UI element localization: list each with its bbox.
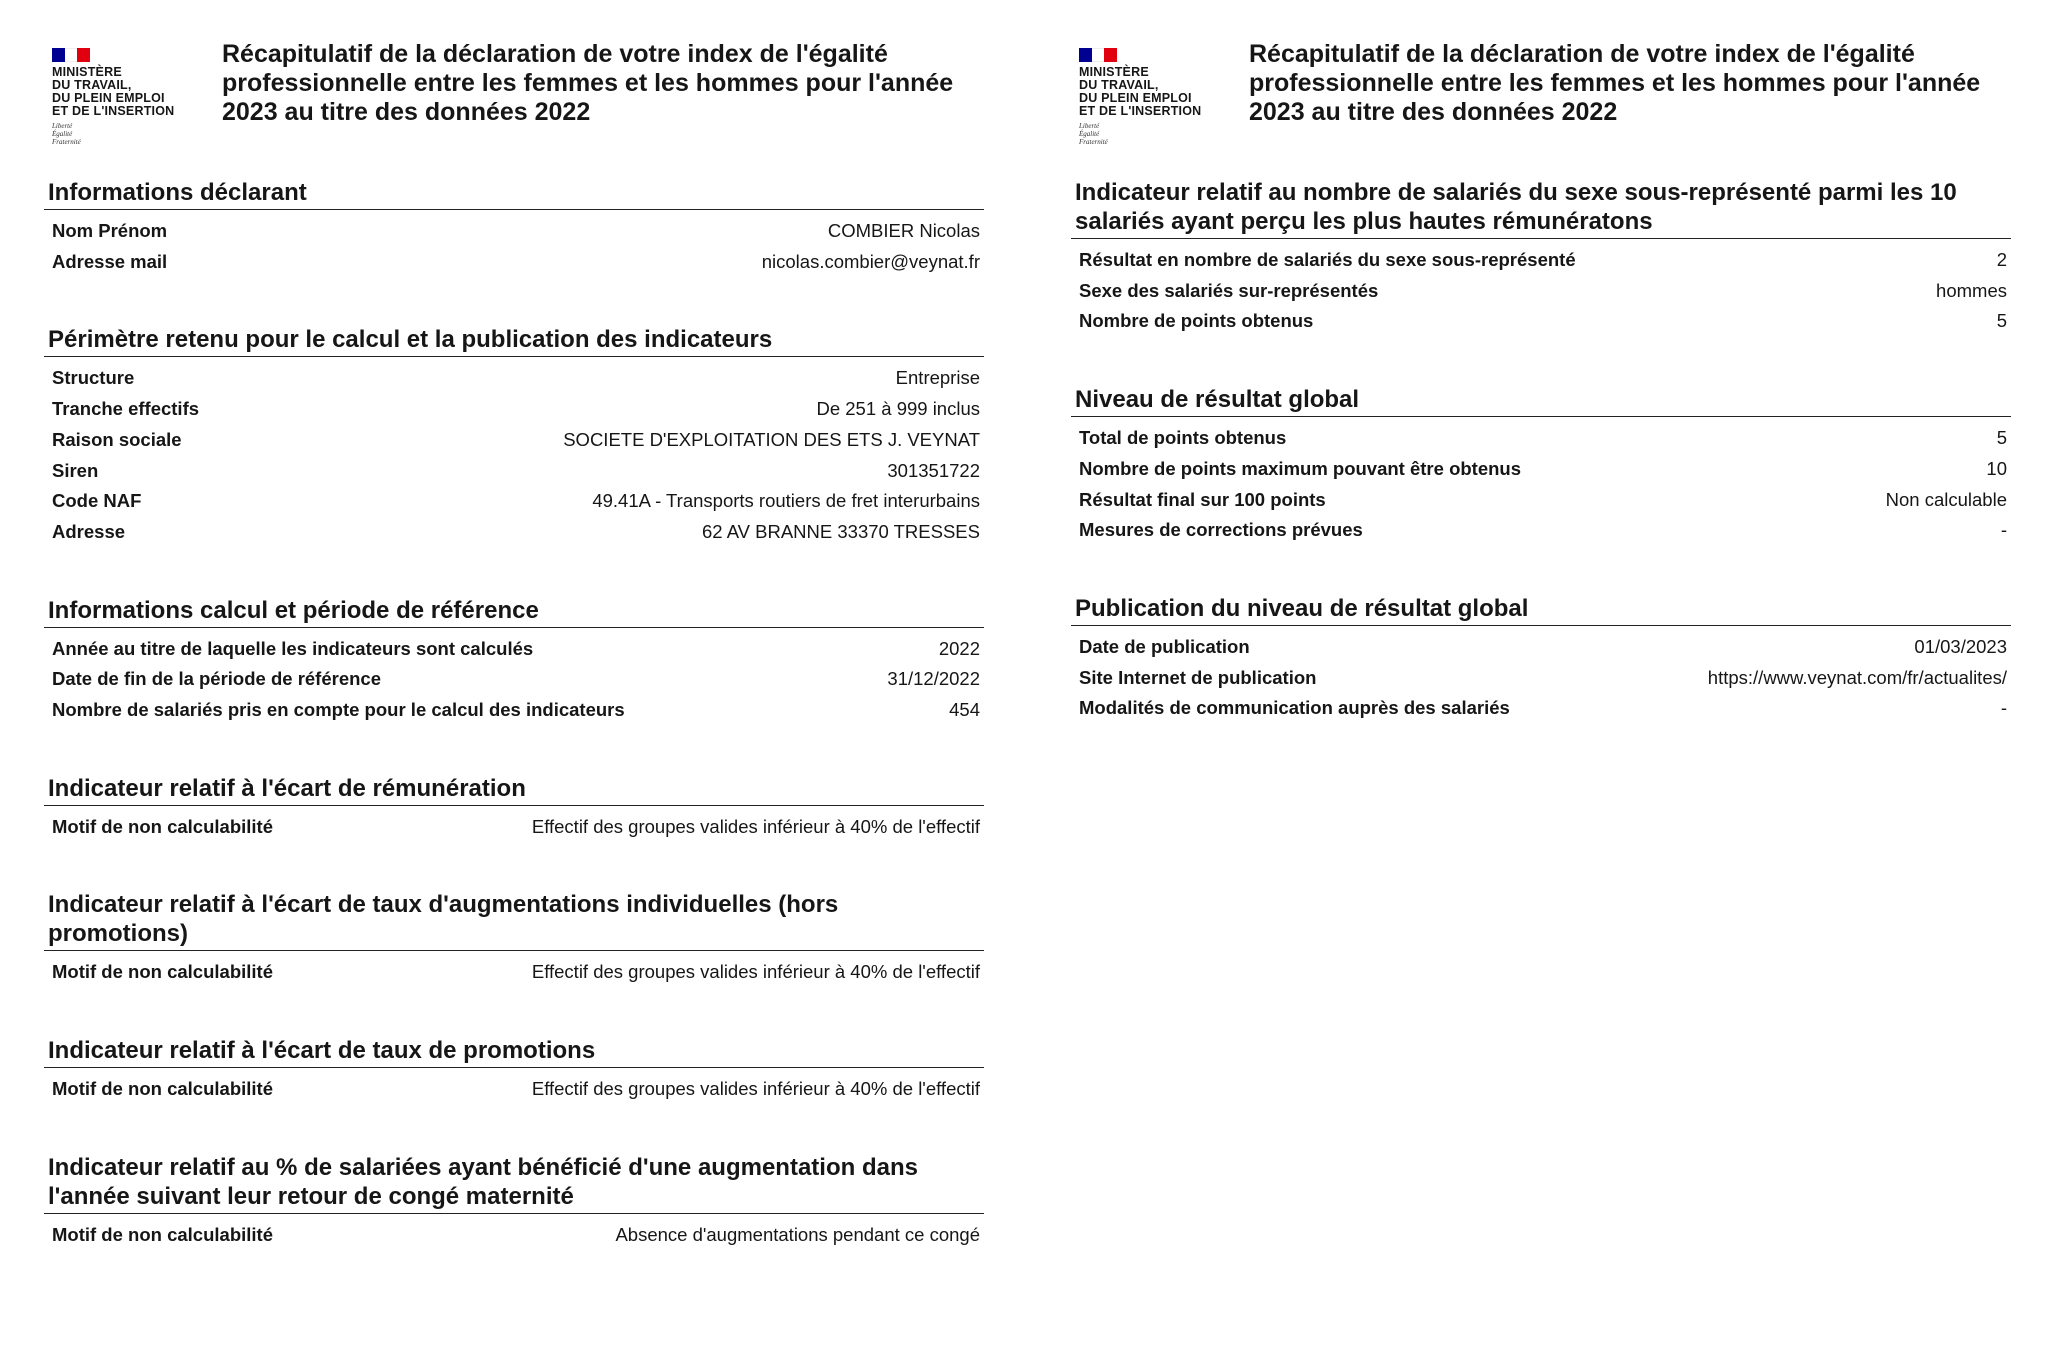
- row-label: Résultat en nombre de salariés du sexe sous-représenté: [1079, 249, 1576, 270]
- row-label: Structure: [52, 367, 135, 389]
- section-title: Niveau de résultat global: [1071, 385, 2011, 417]
- info-row: [52, 517, 980, 548]
- section-promotions: [48, 1036, 984, 1105]
- ministry-motto: Liberté Égalité Fraternité: [52, 122, 81, 146]
- row-value: -: [2000, 519, 2007, 541]
- page-header: [44, 0, 984, 160]
- row-value: nicolas.combier@veynat.fr: [761, 250, 980, 272]
- row-value: 2022: [938, 637, 980, 659]
- info-row: [52, 216, 980, 247]
- row-label: Année au titre de laquelle les indicateurs sont calculés: [52, 637, 534, 659]
- row-label: Motif de non calculabilité: [52, 1078, 273, 1100]
- info-row: [52, 957, 980, 988]
- row-value: SOCIETE D'EXPLOITATION DES ETS J. VEYNAT: [563, 428, 980, 450]
- info-row: [1079, 276, 2007, 307]
- document-title: Récapitulatif de la déclaration de votre index de l'égalité professionnelle entre les femmes et les hommes pour l'année 2023 au titre des données 2022: [1249, 40, 1981, 126]
- ministry-logo: [52, 48, 202, 146]
- page-right: [1071, 0, 2011, 724]
- row-label: Site Internet de publication: [1079, 666, 1317, 688]
- section-declarant: [48, 178, 984, 277]
- row-label: Tranche effectifs: [52, 398, 200, 420]
- ministry-logo: [1079, 48, 1229, 146]
- row-value: 301351722: [887, 459, 980, 481]
- section-title: Indicateur relatif au % de salariées ayant bénéficié d'une augmentation dans l'année suivant leur retour de congé maternité: [44, 1153, 984, 1214]
- info-row: [52, 456, 980, 487]
- row-label: Mesures de corrections prévues: [1079, 519, 1363, 541]
- section-title: Informations calcul et période de référence: [44, 596, 984, 628]
- info-row: [1079, 663, 2007, 694]
- row-label: Raison sociale: [52, 428, 182, 450]
- info-row: [52, 664, 980, 695]
- info-row: [52, 363, 980, 394]
- section-title: Informations déclarant: [44, 178, 984, 210]
- info-row: [1079, 423, 2007, 454]
- info-row: [52, 247, 980, 278]
- section-publication: [1075, 594, 2011, 724]
- ministry-motto: Liberté Égalité Fraternité: [1079, 122, 1108, 146]
- row-value: 62 AV BRANNE 33370 TRESSES: [702, 520, 980, 542]
- section-title: Indicateur relatif au nombre de salariés du sexe sous-représenté parmi les 10 salariés ayant perçu les plus hautes rémunératons: [1071, 178, 2011, 239]
- section-title: Indicateur relatif à l'écart de rémunération: [44, 774, 984, 806]
- row-label: Total de points obtenus: [1079, 427, 1287, 449]
- section-augmentations: [48, 890, 984, 988]
- ministry-name: MINISTÈRE DU TRAVAIL, DU PLEIN EMPLOI ET DE L'INSERTION: [1079, 65, 1202, 118]
- row-label: Motif de non calculabilité: [52, 815, 273, 837]
- row-value: 01/03/2023: [1914, 635, 2007, 657]
- row-label: Siren: [52, 459, 99, 481]
- row-label: Sexe des salariés sur-représentés: [1079, 279, 1379, 301]
- row-value: 5: [1996, 310, 2007, 332]
- row-label: Modalités de communication auprès des salariés: [1079, 697, 1510, 719]
- document-title: Récapitulatif de la déclaration de votre index de l'égalité professionnelle entre les femmes et les hommes pour l'année 2023 au titre des données 2022: [222, 40, 954, 126]
- row-label: Nombre de points obtenus: [1079, 310, 1314, 332]
- section-title: Publication du niveau de résultat global: [1071, 594, 2011, 626]
- section-global: [1075, 385, 2011, 546]
- info-row: [1079, 485, 2007, 516]
- info-row: [1079, 454, 2007, 485]
- section-title: Indicateur relatif à l'écart de taux d'augmentations individuelles (hors promotions): [44, 890, 984, 951]
- info-row: [52, 486, 980, 517]
- row-value: -: [2000, 697, 2007, 719]
- row-value: 10: [1986, 457, 2007, 479]
- row-label: Motif de non calculabilité: [52, 1223, 273, 1245]
- row-label: Nom Prénom: [52, 220, 168, 241]
- row-label: Résultat final sur 100 points: [1079, 488, 1326, 510]
- publication-url[interactable]: https://www.veynat.com/fr/actualites/: [1707, 666, 2007, 688]
- row-label: Motif de non calculabilité: [52, 961, 273, 983]
- row-value: Effectif des groupes valides inférieur à 40% de l'effectif: [531, 961, 980, 983]
- marianne-flag-icon: [1079, 48, 1117, 62]
- section-title: Périmètre retenu pour le calcul et la publication des indicateurs: [44, 325, 984, 357]
- info-row: [52, 1074, 980, 1105]
- row-value: De 251 à 999 inclus: [816, 398, 980, 420]
- row-label: Nombre de salariés pris en compte pour le calcul des indicateurs: [52, 699, 625, 721]
- row-value: 454: [949, 699, 980, 721]
- row-label: Date de fin de la période de référence: [52, 668, 381, 690]
- info-row: [1079, 306, 2007, 337]
- info-row: [1079, 515, 2007, 546]
- section-title: Indicateur relatif à l'écart de taux de promotions: [44, 1036, 984, 1068]
- section-perimetre: [48, 325, 984, 547]
- row-label: Code NAF: [52, 490, 142, 512]
- info-row: [1079, 245, 2007, 276]
- info-row: [1079, 693, 2007, 724]
- row-label: Adresse mail: [52, 250, 168, 272]
- ministry-name: MINISTÈRE DU TRAVAIL, DU PLEIN EMPLOI ET DE L'INSERTION: [52, 65, 175, 118]
- row-label: Date de publication: [1079, 635, 1250, 657]
- section-remuneration: [48, 774, 984, 843]
- info-row: [52, 1220, 980, 1251]
- row-value: 49.41A - Transports routiers de fret interurbains: [592, 490, 980, 512]
- row-value: hommes: [1936, 279, 2007, 301]
- row-value: Effectif des groupes valides inférieur à 40% de l'effectif: [531, 1078, 980, 1100]
- marianne-flag-icon: [52, 48, 90, 62]
- section-calcul: [48, 596, 984, 726]
- row-label: Adresse: [52, 520, 126, 542]
- info-row: [52, 425, 980, 456]
- page-left: [44, 0, 984, 1251]
- row-value: Entreprise: [895, 367, 980, 389]
- row-value: 2: [1996, 249, 2007, 270]
- info-row: [52, 634, 980, 665]
- row-label: Nombre de points maximum pouvant être obtenus: [1079, 457, 1522, 479]
- row-value: 5: [1996, 427, 2007, 449]
- info-row: [52, 695, 980, 726]
- row-value: Non calculable: [1885, 488, 2007, 510]
- info-row: [52, 394, 980, 425]
- info-row: [52, 812, 980, 843]
- section-sous-represente: [1075, 178, 2011, 337]
- row-value: COMBIER Nicolas: [827, 220, 980, 241]
- info-row: [1079, 632, 2007, 663]
- section-maternite: [48, 1153, 984, 1251]
- row-value: Effectif des groupes valides inférieur à 40% de l'effectif: [531, 815, 980, 837]
- row-value: Absence d'augmentations pendant ce congé: [615, 1223, 980, 1245]
- page-header: [1071, 0, 2011, 160]
- row-value: 31/12/2022: [887, 668, 980, 690]
